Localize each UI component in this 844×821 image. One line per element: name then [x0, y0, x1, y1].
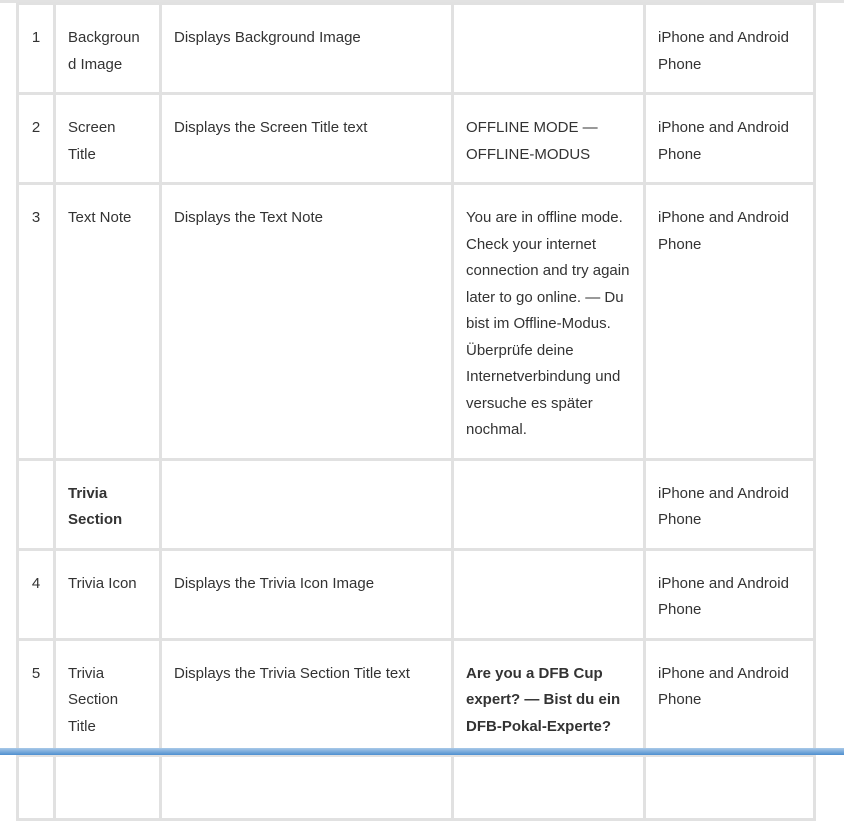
- element-platform: iPhone and Android Phone: [645, 94, 815, 184]
- element-spec-table: [16, 2, 816, 821]
- element-description: Displays the Trivia Section Title text: [161, 639, 453, 756]
- element-description: Displays the Trivia Icon Image: [161, 549, 453, 639]
- element-name: Text Note: [55, 184, 161, 460]
- element-name: Trivia Section Title: [55, 639, 161, 756]
- element-name: Screen Title: [55, 94, 161, 184]
- table-row: [18, 4, 815, 94]
- element-platform: iPhone and Android Phone: [645, 4, 815, 94]
- window-bottom-bar: [0, 748, 844, 755]
- element-platform: iPhone and Android Phone: [645, 639, 815, 756]
- element-description: Displays the Text Note: [161, 184, 453, 460]
- row-number: 4: [18, 549, 55, 639]
- element-description: Displays the Screen Title text: [161, 94, 453, 184]
- element-platform: iPhone and Android Phone: [645, 184, 815, 460]
- element-platform: [645, 756, 815, 820]
- element-platform: iPhone and Android Phone: [645, 459, 815, 549]
- element-text: [453, 756, 645, 820]
- row-number: 1: [18, 4, 55, 94]
- element-text: [453, 4, 645, 94]
- table-row: [18, 549, 815, 639]
- table-row: [18, 184, 815, 460]
- section-heading: Trivia Section: [55, 459, 161, 549]
- element-text: [453, 459, 645, 549]
- element-name: Trivia Icon: [55, 549, 161, 639]
- element-text: OFFLINE MODE — OFFLINE-MODUS: [453, 94, 645, 184]
- element-description: [161, 459, 453, 549]
- element-text: You are in offline mode. Check your internet connection and try again later to go online. — Du bist im Offline-Modus. Überprüfe deine Internetverbindung und versuche es später nochmal.: [453, 184, 645, 460]
- row-number: [18, 459, 55, 549]
- row-number: [18, 756, 55, 820]
- element-description: Displays Background Image: [161, 4, 453, 94]
- table-row: [18, 756, 815, 820]
- element-platform: iPhone and Android Phone: [645, 549, 815, 639]
- row-number: 2: [18, 94, 55, 184]
- table-row: [18, 94, 815, 184]
- element-text: [453, 549, 645, 639]
- element-description: [161, 756, 453, 820]
- element-name: [55, 756, 161, 820]
- table-row: [18, 459, 815, 549]
- element-text: Are you a DFB Cup expert? — Bist du ein DFB-Pokal-Experte?: [453, 639, 645, 756]
- element-name: Background Image: [55, 4, 161, 94]
- row-number: 3: [18, 184, 55, 460]
- table-row: [18, 639, 815, 756]
- row-number: 5: [18, 639, 55, 756]
